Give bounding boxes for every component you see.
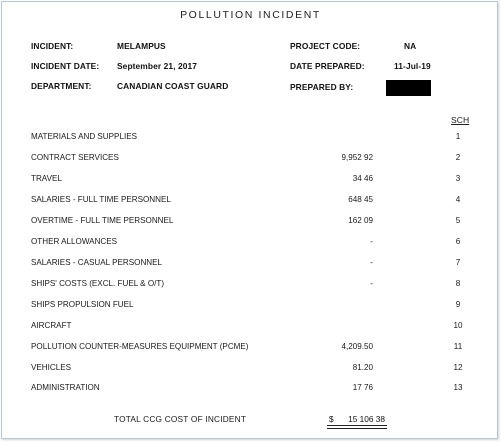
table-row [2, 132, 499, 146]
table-row [2, 342, 499, 356]
row-amount: 162 09 [348, 216, 373, 225]
row-amount: - [370, 258, 373, 267]
row-amount: - [370, 279, 373, 288]
table-row [2, 279, 499, 293]
row-label: TRAVEL [31, 174, 62, 183]
incident-date-value: September 21, 2017 [117, 61, 198, 71]
table-row [2, 237, 499, 251]
row-label: SHIPS' COSTS (EXCL. FUEL & O/T) [31, 279, 165, 288]
table-row [2, 363, 499, 377]
table-row [2, 195, 499, 209]
row-sch: 3 [455, 174, 461, 183]
row-label: AIRCRAFT [31, 321, 72, 330]
table-row [2, 300, 499, 314]
row-sch: 10 [453, 321, 463, 330]
row-amount: 9,952 92 [341, 153, 373, 162]
row-sch: 13 [453, 383, 463, 392]
row-label: SALARIES - CASUAL PERSONNEL [31, 258, 163, 267]
double-underline-top [327, 425, 387, 426]
incident-value: MELAMPUS [117, 41, 166, 51]
row-sch: 6 [455, 237, 461, 246]
table-row [2, 321, 499, 335]
table-row [2, 258, 499, 272]
table-row [2, 383, 499, 397]
total-currency: $ [329, 414, 334, 424]
row-amount: 81.20 [352, 363, 373, 372]
redaction-box [386, 80, 431, 96]
row-sch: 11 [453, 342, 463, 351]
page-title: POLLUTION INCIDENT [180, 9, 321, 21]
table-row [2, 153, 499, 167]
department-value: CANADIAN COAST GUARD [117, 81, 229, 91]
row-amount: 34 46 [352, 174, 373, 183]
sch-column-header: SCH [451, 115, 470, 125]
row-label: VEHICLES [31, 363, 72, 372]
row-sch: 5 [455, 216, 461, 225]
row-amount: 648 45 [348, 195, 373, 204]
row-label: MATERIALS AND SUPPLIES [31, 132, 138, 141]
document-page [1, 1, 498, 439]
row-label: POLLUTION COUNTER-MEASURES EQUIPMENT (PCME) [31, 342, 249, 351]
row-label: SALARIES - FULL TIME PERSONNEL [31, 195, 171, 204]
row-amount: - [370, 237, 373, 246]
row-sch: 7 [455, 258, 461, 267]
row-sch: 8 [455, 279, 461, 288]
row-label: CONTRACT SERVICES [31, 153, 119, 162]
row-sch: 2 [455, 153, 461, 162]
row-label: OTHER ALLOWANCES [31, 237, 118, 246]
row-amount: 4,209.50 [341, 342, 373, 351]
date-prepared-label: DATE PREPARED: [290, 61, 365, 71]
total-value: 15 106 38 [348, 414, 385, 424]
total-label: TOTAL CCG COST OF INCIDENT [114, 414, 247, 424]
row-label: SHIPS PROPULSION FUEL [31, 300, 134, 309]
table-row [2, 174, 499, 188]
row-sch: 4 [455, 195, 461, 204]
incident-date-label: INCIDENT DATE: [31, 61, 100, 71]
total-amount [329, 412, 387, 424]
department-label: DEPARTMENT: [31, 81, 92, 91]
row-label: OVERTIME - FULL TIME PERSONNEL [31, 216, 174, 225]
row-label: ADMINISTRATION [31, 383, 100, 392]
row-amount: 17 76 [352, 383, 373, 392]
row-sch: 9 [455, 300, 461, 309]
double-underline-bottom [327, 428, 387, 429]
incident-label: INCIDENT: [31, 41, 74, 51]
project-code-label: PROJECT CODE: [290, 41, 361, 51]
table-row [2, 216, 499, 230]
project-code-value: NA [404, 41, 417, 51]
row-sch: 12 [453, 363, 463, 372]
row-sch: 1 [455, 132, 461, 141]
date-prepared-value: 11-Jul-19 [394, 61, 431, 71]
prepared-by-label: PREPARED BY: [290, 82, 354, 92]
